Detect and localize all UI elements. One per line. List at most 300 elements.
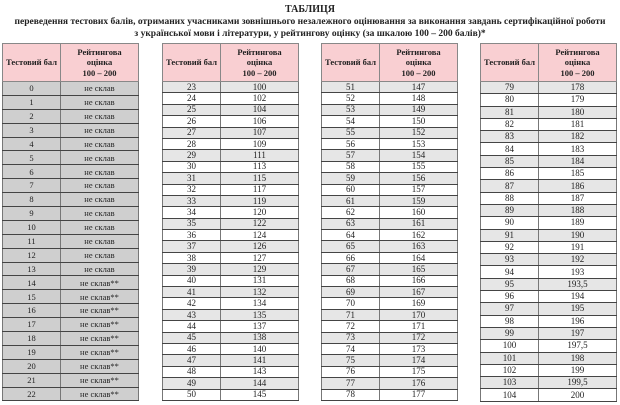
table-row [322, 138, 458, 149]
table-row [3, 137, 139, 151]
table-row [322, 355, 458, 366]
test-score-cell: 70 [322, 298, 380, 309]
header-rating [539, 44, 617, 82]
table-row [481, 217, 617, 229]
test-score-cell: 38 [163, 252, 221, 263]
test-score-cell: 25 [163, 104, 221, 115]
table-row [163, 82, 299, 93]
table-row [163, 241, 299, 252]
test-score-cell: 83 [481, 131, 539, 143]
test-score-cell: 1 [3, 95, 61, 109]
rating-cell: 188 [539, 204, 617, 216]
test-score-cell: 102 [481, 364, 539, 376]
test-score-cell: 16 [3, 304, 61, 318]
test-score-cell: 31 [163, 173, 221, 184]
table-row [322, 275, 458, 286]
test-score-cell: 6 [3, 165, 61, 179]
table-row [163, 343, 299, 354]
test-score-cell: 39 [163, 264, 221, 275]
table-row [322, 230, 458, 241]
table-row [3, 193, 139, 207]
table-header-row [163, 44, 299, 82]
test-score-cell: 50 [163, 389, 221, 400]
rating-cell: 191 [539, 241, 617, 253]
table-header-row [481, 44, 617, 82]
header-rating-line2: оцінка [564, 57, 591, 68]
rating-cell: не склав** [61, 290, 139, 304]
test-score-cell: 84 [481, 143, 539, 155]
rating-cell: 189 [539, 217, 617, 229]
rating-cell: 150 [380, 116, 458, 127]
test-score-cell: 94 [481, 266, 539, 278]
table-row [322, 309, 458, 320]
rating-cell: 177 [380, 389, 458, 400]
table-row [481, 254, 617, 266]
rating-cell: 132 [221, 287, 299, 298]
rating-cell: 186 [539, 180, 617, 192]
rating-cell: 181 [539, 118, 617, 130]
table-row [322, 389, 458, 400]
table-row [322, 252, 458, 263]
test-score-cell: 99 [481, 327, 539, 339]
table-row [481, 291, 617, 303]
table-row [163, 127, 299, 138]
rating-cell: 178 [539, 82, 617, 94]
rating-cell: 160 [380, 207, 458, 218]
rating-cell: не склав** [61, 359, 139, 373]
table-row [163, 207, 299, 218]
rating-cell: 104 [221, 104, 299, 115]
header-rating [61, 44, 139, 82]
test-score-cell: 67 [322, 264, 380, 275]
rating-cell: 174 [380, 355, 458, 366]
document-title: ТАБЛИЦЯ [285, 4, 335, 15]
table-row [322, 195, 458, 206]
rating-cell: 173 [380, 343, 458, 354]
test-score-cell: 43 [163, 309, 221, 320]
test-score-cell: 75 [322, 355, 380, 366]
test-score-cell: 87 [481, 180, 539, 192]
table-header-row [322, 44, 458, 82]
test-score-cell: 48 [163, 366, 221, 377]
rating-cell: 163 [380, 241, 458, 252]
test-score-cell: 8 [3, 193, 61, 207]
rating-cell: 200 [539, 389, 617, 401]
test-score-cell: 15 [3, 290, 61, 304]
test-score-cell: 73 [322, 332, 380, 343]
rating-cell: 195 [539, 303, 617, 315]
rating-cell: 156 [380, 173, 458, 184]
test-score-cell: 89 [481, 204, 539, 216]
rating-cell: не склав** [61, 318, 139, 332]
test-score-cell: 79 [481, 82, 539, 94]
rating-cell: 143 [221, 366, 299, 377]
test-score-cell: 72 [322, 321, 380, 332]
test-score-cell: 61 [322, 195, 380, 206]
test-score-cell: 35 [163, 218, 221, 229]
rating-cell: не склав [61, 165, 139, 179]
rating-cell: 184 [539, 155, 617, 167]
test-score-cell: 101 [481, 352, 539, 364]
test-score-cell: 47 [163, 355, 221, 366]
test-score-cell: 10 [3, 220, 61, 234]
table-row [481, 303, 617, 315]
test-score-cell: 55 [322, 127, 380, 138]
table-row [3, 332, 139, 346]
table-row [481, 278, 617, 290]
table-row [3, 262, 139, 276]
table-row [3, 248, 139, 262]
table-row [163, 366, 299, 377]
header-rating-line2: оцінка [246, 57, 273, 68]
table-row [481, 315, 617, 327]
header-test-score: Тестовий бал [481, 44, 539, 82]
rating-cell: 135 [221, 309, 299, 320]
rating-cell: не склав [61, 234, 139, 248]
table-row [163, 389, 299, 400]
rating-cell: 190 [539, 229, 617, 241]
rating-cell: 107 [221, 127, 299, 138]
table-row [3, 373, 139, 387]
table-row [481, 168, 617, 180]
conversion-table-1 [2, 43, 139, 401]
table-row [322, 150, 458, 161]
test-score-cell: 88 [481, 192, 539, 204]
table-row [481, 327, 617, 339]
table-row [163, 264, 299, 275]
test-score-cell: 42 [163, 298, 221, 309]
rating-cell: не склав** [61, 304, 139, 318]
rating-cell: 185 [539, 168, 617, 180]
rating-cell: не склав [61, 179, 139, 193]
test-score-cell: 12 [3, 248, 61, 262]
rating-cell: не склав** [61, 345, 139, 359]
test-score-cell: 3 [3, 123, 61, 137]
table-row [163, 309, 299, 320]
table-row [322, 116, 458, 127]
table-row [3, 276, 139, 290]
rating-cell: 120 [221, 207, 299, 218]
test-score-cell: 13 [3, 262, 61, 276]
test-score-cell: 96 [481, 291, 539, 303]
rating-cell: не склав [61, 151, 139, 165]
table-row [163, 275, 299, 286]
rating-cell: 129 [221, 264, 299, 275]
rating-cell: 187 [539, 192, 617, 204]
rating-cell: 172 [380, 332, 458, 343]
test-score-cell: 27 [163, 127, 221, 138]
rating-cell: не склав [61, 137, 139, 151]
rating-cell: 175 [380, 366, 458, 377]
test-score-cell: 5 [3, 151, 61, 165]
header-rating-line2: оцінка [405, 57, 432, 68]
header-rating-line1: Рейтингова [396, 46, 441, 57]
test-score-cell: 40 [163, 275, 221, 286]
test-score-cell: 53 [322, 104, 380, 115]
test-score-cell: 82 [481, 118, 539, 130]
test-score-cell: 9 [3, 207, 61, 221]
table-row [481, 229, 617, 241]
rating-cell: 167 [380, 287, 458, 298]
header-rating-line2: оцінка [86, 57, 113, 68]
table-row [3, 123, 139, 137]
table-row [163, 332, 299, 343]
rating-cell: 194 [539, 291, 617, 303]
rating-cell: 153 [380, 138, 458, 149]
test-score-cell: 33 [163, 195, 221, 206]
test-score-cell: 93 [481, 254, 539, 266]
test-score-cell: 34 [163, 207, 221, 218]
table-row [481, 118, 617, 130]
table-row [481, 389, 617, 401]
table-row [481, 352, 617, 364]
rating-cell: не склав** [61, 276, 139, 290]
table-row [3, 109, 139, 123]
test-score-cell: 46 [163, 343, 221, 354]
test-score-cell: 56 [322, 138, 380, 149]
test-score-cell: 64 [322, 230, 380, 241]
table-row [481, 155, 617, 167]
table-row [163, 287, 299, 298]
header-rating [380, 44, 458, 82]
table-row [3, 82, 139, 96]
table-row [481, 143, 617, 155]
test-score-cell: 0 [3, 82, 61, 96]
rating-cell: не склав [61, 123, 139, 137]
rating-cell: 152 [380, 127, 458, 138]
test-score-cell: 14 [3, 276, 61, 290]
table-header-row [3, 44, 139, 82]
table-row [322, 184, 458, 195]
rating-cell: не склав [61, 262, 139, 276]
rating-cell: 199,5 [539, 377, 617, 389]
header-test-score: Тестовий бал [322, 44, 380, 82]
rating-cell: 138 [221, 332, 299, 343]
test-score-cell: 66 [322, 252, 380, 263]
test-score-cell: 69 [322, 287, 380, 298]
rating-cell: не склав [61, 220, 139, 234]
table-row [3, 345, 139, 359]
table-row [3, 290, 139, 304]
test-score-cell: 74 [322, 343, 380, 354]
rating-cell: 161 [380, 218, 458, 229]
header-rating-line1: Рейтингова [77, 46, 122, 57]
rating-cell: 164 [380, 252, 458, 263]
test-score-cell: 36 [163, 230, 221, 241]
test-score-cell: 103 [481, 377, 539, 389]
test-score-cell: 30 [163, 161, 221, 172]
table-row [163, 93, 299, 104]
test-score-cell: 91 [481, 229, 539, 241]
table-row [481, 192, 617, 204]
test-score-cell: 45 [163, 332, 221, 343]
table-row [481, 94, 617, 106]
test-score-cell: 32 [163, 184, 221, 195]
rating-cell: 165 [380, 264, 458, 275]
test-score-cell: 7 [3, 179, 61, 193]
table-row [3, 387, 139, 401]
table-row [322, 127, 458, 138]
rating-cell: 148 [380, 93, 458, 104]
test-score-cell: 20 [3, 359, 61, 373]
table-row [322, 264, 458, 275]
rating-cell: 157 [380, 184, 458, 195]
test-score-cell: 19 [3, 345, 61, 359]
test-score-cell: 26 [163, 116, 221, 127]
rating-cell: 117 [221, 184, 299, 195]
table-row [163, 298, 299, 309]
test-score-cell: 54 [322, 116, 380, 127]
test-score-cell: 59 [322, 173, 380, 184]
rating-cell: не склав [61, 207, 139, 221]
header-rating-line3: 100 – 200 [560, 67, 595, 78]
rating-cell: 109 [221, 138, 299, 149]
test-score-cell: 4 [3, 137, 61, 151]
rating-cell: 144 [221, 378, 299, 389]
conversion-table-3 [321, 43, 458, 401]
rating-cell: 159 [380, 195, 458, 206]
table-row [3, 179, 139, 193]
table-row [481, 82, 617, 94]
rating-cell: 126 [221, 241, 299, 252]
test-score-cell: 37 [163, 241, 221, 252]
rating-cell: 180 [539, 106, 617, 118]
table-row [322, 343, 458, 354]
rating-cell: 154 [380, 150, 458, 161]
test-score-cell: 92 [481, 241, 539, 253]
test-score-cell: 58 [322, 161, 380, 172]
rating-cell: 197 [539, 327, 617, 339]
test-score-cell: 104 [481, 389, 539, 401]
rating-cell: 197,5 [539, 340, 617, 352]
table-row [481, 266, 617, 278]
test-score-cell: 29 [163, 150, 221, 161]
table-row [322, 173, 458, 184]
table-row [3, 304, 139, 318]
rating-cell: 106 [221, 116, 299, 127]
test-score-cell: 28 [163, 138, 221, 149]
rating-cell: 100 [221, 82, 299, 93]
test-score-cell: 57 [322, 150, 380, 161]
rating-cell: 192 [539, 254, 617, 266]
test-score-cell: 2 [3, 109, 61, 123]
test-score-cell: 76 [322, 366, 380, 377]
table-row [322, 218, 458, 229]
rating-cell: 176 [380, 378, 458, 389]
header-test-score: Тестовий бал [3, 44, 61, 82]
test-score-cell: 78 [322, 389, 380, 400]
rating-cell: не склав [61, 82, 139, 96]
test-score-cell: 41 [163, 287, 221, 298]
table-row [481, 131, 617, 143]
rating-cell: 183 [539, 143, 617, 155]
table-row [163, 150, 299, 161]
conversion-table-4 [480, 43, 617, 402]
table-row [481, 340, 617, 352]
rating-cell: 169 [380, 298, 458, 309]
test-score-cell: 49 [163, 378, 221, 389]
table-row [322, 287, 458, 298]
rating-cell: 155 [380, 161, 458, 172]
test-score-cell: 77 [322, 378, 380, 389]
rating-cell: 140 [221, 343, 299, 354]
header-rating [221, 44, 299, 82]
header-rating-line3: 100 – 200 [401, 67, 436, 78]
table-row [481, 364, 617, 376]
table-row [481, 377, 617, 389]
header-rating-line3: 100 – 200 [82, 67, 117, 78]
test-score-cell: 86 [481, 168, 539, 180]
table-row [322, 366, 458, 377]
table-row [322, 82, 458, 93]
table-row [322, 298, 458, 309]
table-row [481, 180, 617, 192]
test-score-cell: 68 [322, 275, 380, 286]
rating-cell: 198 [539, 352, 617, 364]
rating-cell: 193,5 [539, 278, 617, 290]
rating-cell: не склав** [61, 332, 139, 346]
table-row [163, 138, 299, 149]
table-row [322, 161, 458, 172]
test-score-cell: 80 [481, 94, 539, 106]
table-row [163, 161, 299, 172]
test-score-cell: 51 [322, 82, 380, 93]
test-score-cell: 18 [3, 332, 61, 346]
table-row [163, 173, 299, 184]
rating-cell: 119 [221, 195, 299, 206]
test-score-cell: 81 [481, 106, 539, 118]
test-score-cell: 52 [322, 93, 380, 104]
test-score-cell: 21 [3, 373, 61, 387]
table-row [163, 184, 299, 195]
rating-cell: 124 [221, 230, 299, 241]
test-score-cell: 17 [3, 318, 61, 332]
rating-cell: 145 [221, 389, 299, 400]
table-row [322, 378, 458, 389]
table-row [322, 207, 458, 218]
table-row [481, 241, 617, 253]
table-row [163, 104, 299, 115]
rating-cell: 115 [221, 173, 299, 184]
rating-cell: 166 [380, 275, 458, 286]
table-row [3, 220, 139, 234]
rating-cell: 162 [380, 230, 458, 241]
table-row [163, 252, 299, 263]
table-row [163, 355, 299, 366]
table-row [163, 116, 299, 127]
table-row [481, 204, 617, 216]
rating-cell: не склав [61, 109, 139, 123]
table-row [322, 104, 458, 115]
rating-cell: не склав [61, 248, 139, 262]
rating-cell: 179 [539, 94, 617, 106]
rating-cell: не склав** [61, 387, 139, 401]
rating-cell: 141 [221, 355, 299, 366]
table-row [322, 332, 458, 343]
test-score-cell: 100 [481, 340, 539, 352]
table-row [163, 378, 299, 389]
test-score-cell: 22 [3, 387, 61, 401]
rating-cell: не склав [61, 193, 139, 207]
rating-cell: 193 [539, 266, 617, 278]
rating-cell: 149 [380, 104, 458, 115]
table-row [163, 321, 299, 332]
test-score-cell: 44 [163, 321, 221, 332]
table-row [3, 165, 139, 179]
rating-cell: не склав** [61, 373, 139, 387]
table-row [3, 359, 139, 373]
test-score-cell: 90 [481, 217, 539, 229]
